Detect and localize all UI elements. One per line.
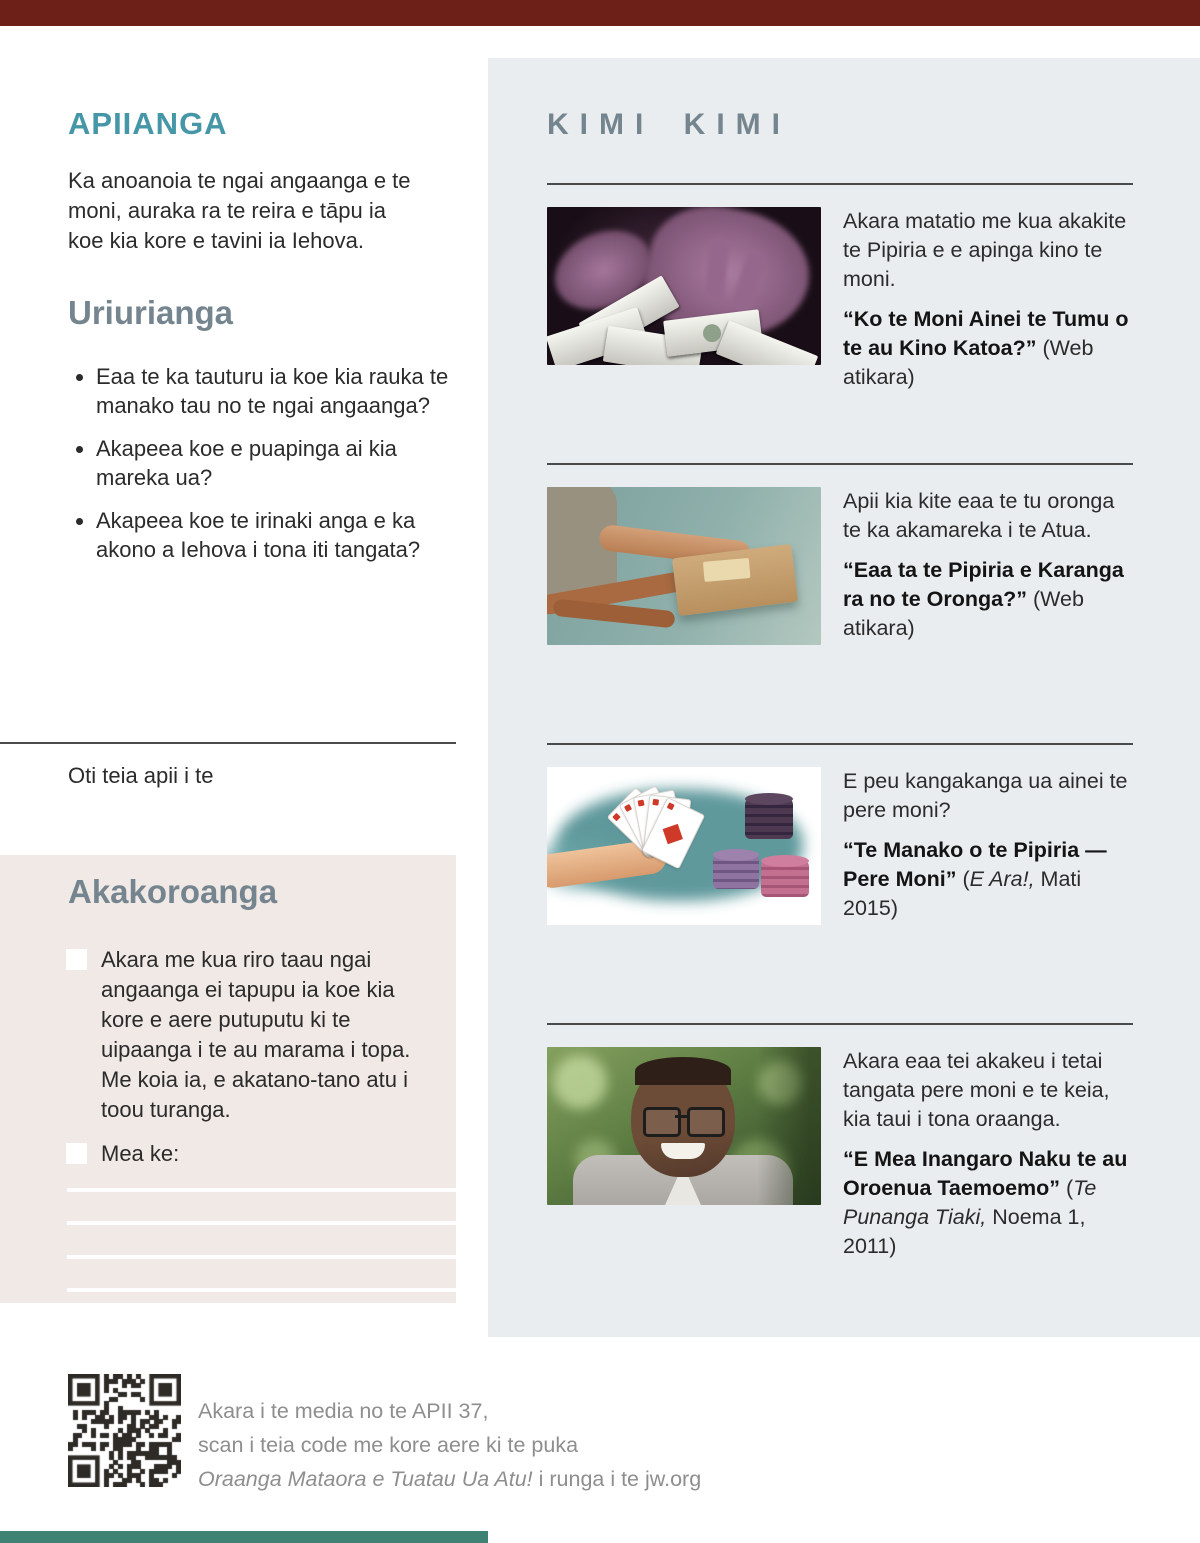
poker-chip-stack-shape: [745, 799, 793, 839]
poker-chip-stack-shape: [761, 861, 809, 897]
divider-rule: [547, 183, 1133, 185]
discussion-questions-list: [68, 362, 452, 578]
writing-line: [67, 1188, 456, 1192]
discussion-section-title: Uriurianga: [68, 294, 234, 331]
bottom-accent-bar: [0, 1531, 488, 1543]
goals-panel: [0, 855, 456, 1303]
top-accent-bar: [0, 0, 1200, 26]
lesson-section-title: APIIANGA: [68, 106, 228, 141]
research-item-reference: “Eaa ta te Pipiria e Karanga ra no te Oronga?” (Web atikara): [843, 558, 1124, 640]
goal-item: [66, 945, 438, 1125]
writing-line: [67, 1255, 456, 1259]
media-footer: [198, 1394, 701, 1496]
qr-code: [68, 1374, 181, 1487]
glasses-bridge-shape: [675, 1115, 689, 1118]
playing-cards-chips-image: [547, 767, 821, 925]
checkbox[interactable]: [66, 949, 87, 970]
research-item-description: Apii kia kite eaa te tu oronga te ka akamareka i te Atua.: [843, 489, 1115, 542]
research-item-reference: “Te Manako o te Pipiria —Pere Moni” (E Ara!, Mati 2015): [843, 838, 1107, 920]
footer-line: scan i teia code me kore aere ki te puka: [198, 1433, 579, 1457]
discussion-question: • Eaa te ka tauturu ia koe kia rauka te manako tau no te ngai angaanga?: [96, 362, 452, 420]
poker-chip-stack-shape: [713, 855, 759, 889]
glasses-lens-shape: [643, 1107, 681, 1137]
completion-label: Oti teia apii i te: [68, 763, 214, 788]
research-item-reference: “Ko te Moni Ainei te Tumu o te au Kino Katoa?” (Web atikara): [843, 307, 1129, 389]
bokeh-shape: [759, 1061, 803, 1105]
qr-code-canvas: [68, 1374, 181, 1487]
divider-rule: [547, 1023, 1133, 1025]
footer-line: Akara i te media no te APII 37,: [198, 1399, 489, 1423]
footer-line: Oraanga Mataora e Tuatau Ua Atu! i runga i te jw.org: [198, 1467, 702, 1491]
divider-rule: [547, 463, 1133, 465]
divider-rule: [547, 743, 1133, 745]
gift-label-shape: [703, 558, 751, 582]
research-section-title: KIMI KIMI: [547, 108, 791, 141]
divider-rule: [0, 742, 456, 744]
lesson-summary: Ka anoanoia te ngai angaanga e te moni, auraka ra te reira e tāpu ia koe kia kore e tavini ia Iehova.: [68, 168, 411, 253]
discussion-question: • Akapeea koe e puapinga ai kia mareka ua?: [96, 434, 452, 492]
goals-section-title: Akakoroanga: [68, 873, 278, 910]
hands-grabbing-money-image: [547, 207, 821, 365]
hands-giving-gift-image: [547, 487, 821, 645]
glasses-lens-shape: [687, 1107, 725, 1137]
smiling-man-portrait-image: [547, 1047, 821, 1205]
bokeh-shape: [553, 1055, 607, 1109]
goal-item: [66, 1139, 438, 1169]
goal-text: Mea ke:: [101, 1141, 180, 1166]
writing-line: [67, 1221, 456, 1225]
goal-text: Akara me kua riro taau ngai angaanga ei tapupu ia koe kia kore e aere putuputu ki te uipaanga i te au marama i topa. Me koia ia, e akatano-tano atu i toou turanga.: [101, 947, 411, 1122]
research-item-reference: “E Mea Inangaro Naku te au Oroenua Taemoemo” (Te Punanga Tiaki, Noema 1, 2011): [843, 1147, 1128, 1258]
discussion-question: • Akapeea koe te irinaki anga e ka akono a Iehova i tona iti tangata?: [96, 506, 452, 564]
research-panel: [488, 58, 1200, 1337]
research-item-description: Akara eaa tei akakeu i tetai tangata pere moni e te keia, kia taui i tona oraanga.: [843, 1049, 1110, 1131]
research-item-description: Akara matatio me kua akakite te Pipiria e e apinga kino te moni.: [843, 209, 1127, 291]
research-item-description: E peu kangakanga ua ainei te pere moni?: [843, 769, 1128, 822]
checkbox[interactable]: [66, 1143, 87, 1164]
smile-shape: [661, 1143, 705, 1159]
writing-line: [67, 1288, 456, 1292]
